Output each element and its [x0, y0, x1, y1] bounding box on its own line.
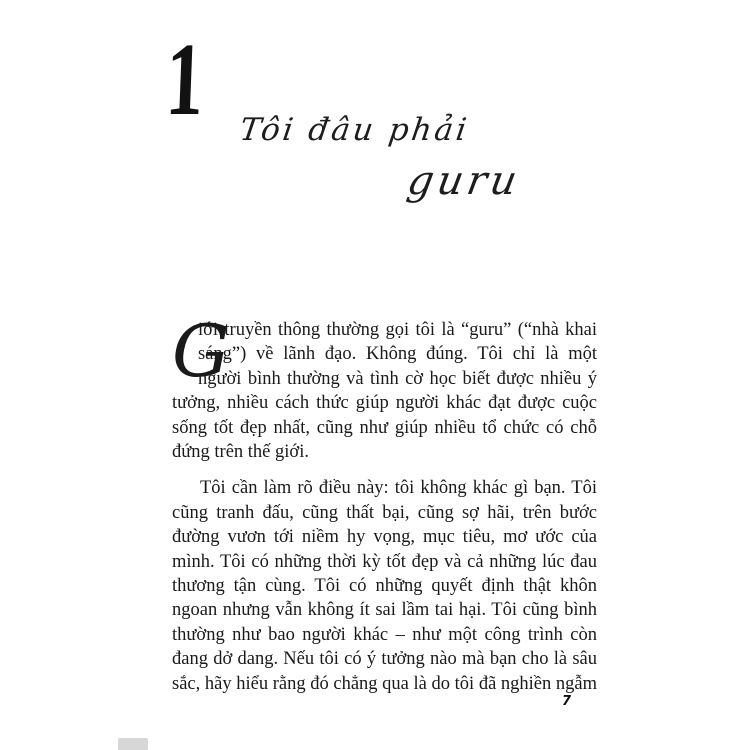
chapter-body — [172, 309, 597, 696]
text-line: tưởng, nhiều cách thức giúp người khác đạt được cuộc — [172, 393, 597, 414]
paragraph-2 — [172, 476, 597, 696]
page-number: 7 — [562, 694, 572, 709]
text-line: sống tốt đẹp nhất, cũng như giúp nhiều tổ chức có chỗ — [172, 417, 597, 438]
paragraph-1 — [172, 309, 597, 464]
text-line: đang dở dang. Nếu tôi có ý tưởng nào mà bạn cho là sâu — [172, 649, 597, 670]
drop-cap: G — [172, 309, 230, 393]
text-line: sắc, hãy hiểu rằng đó chẳng qua là do tôi đã nghiền ngẫm — [172, 673, 597, 694]
chapter-number: 1 — [163, 22, 206, 137]
text-line: ngoan nhưng vẫn không ít sai lầm tai hại. Tôi cũng bình — [172, 600, 597, 621]
text-line: mình. Tôi có những thời kỳ tốt đẹp và cả những lúc đau — [172, 551, 597, 572]
text-line: Tôi cần làm rõ điều này: tôi không khác gì bạn. Tôi — [200, 478, 597, 499]
text-line: thương tận cùng. Tôi có những quyết định thật khôn — [172, 576, 597, 597]
chapter-title-line-1: Tôi đâu phải — [237, 112, 472, 148]
text-line: đường vươn tới niềm hy vọng, mục tiêu, mơ ước của — [172, 527, 597, 548]
text-line: sáng”) về lãnh đạo. Không đúng. Tôi chỉ là một — [198, 344, 597, 365]
text-line: đứng trên thế giới. — [172, 442, 309, 463]
text-line: iới truyền thông thường gọi tôi là “guru” (“nhà khai — [198, 320, 597, 340]
scan-edge-mark — [118, 738, 148, 750]
text-line: thường như bao người khác – như một công trình còn — [172, 624, 597, 645]
text-line: cũng tranh đấu, cũng thất bại, cũng sợ hãi, trên bước — [172, 502, 597, 523]
text-line: người bình thường và tình cờ học biết được nhiều ý — [198, 368, 597, 389]
chapter-title-line-2: guru — [403, 158, 525, 204]
